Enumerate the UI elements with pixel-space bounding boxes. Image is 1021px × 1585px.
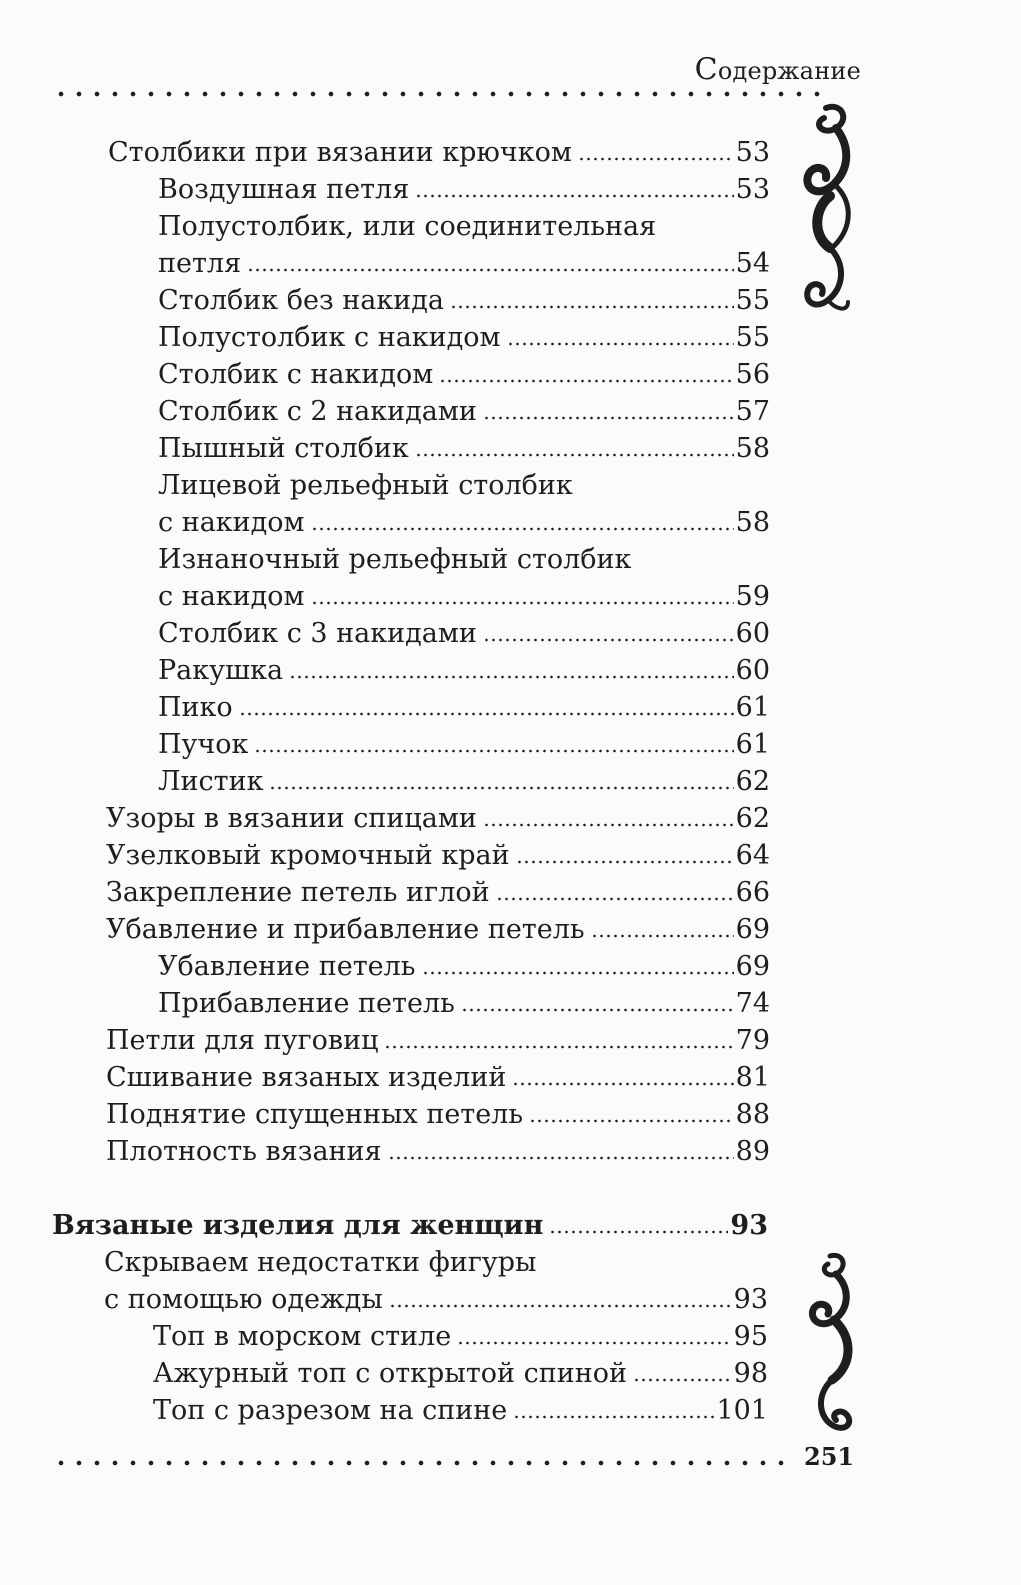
toc-entry-leader [254, 749, 733, 753]
toc-entry[interactable] [158, 320, 770, 357]
toc-entry[interactable] [104, 1282, 768, 1319]
running-header-initial: С [694, 52, 718, 87]
toc-entry-title: Плотность вязания [106, 1136, 382, 1167]
toc-entry[interactable] [158, 246, 770, 283]
toc-entry-page: 61 [735, 692, 770, 723]
toc-entry[interactable] [158, 986, 770, 1023]
toc-entry-leader [269, 786, 733, 790]
toc-entry-title: Пышный столбик [158, 433, 409, 464]
toc-entry-title: с помощью одежды [104, 1284, 383, 1315]
toc-entry-title: Прибавление петель [158, 988, 455, 1019]
toc-entry-page: 53 [735, 137, 770, 168]
toc-entry-leader [289, 675, 734, 679]
page-number: 251 [804, 1442, 855, 1471]
toc-entry-leader [415, 453, 734, 457]
toc-entry-leader [483, 416, 734, 420]
toc-entry-title: петля [158, 248, 242, 279]
toc-entry-page: 56 [735, 359, 770, 390]
toc-entry-page: 61 [735, 729, 770, 760]
toc-entry[interactable] [158, 764, 770, 801]
toc-entry-page: 89 [735, 1136, 770, 1167]
toc-entry[interactable] [158, 616, 770, 653]
toc-entry[interactable] [158, 690, 770, 727]
toc-entry-title: Убавление петель [158, 951, 416, 982]
toc-entry[interactable] [158, 394, 770, 431]
toc-entry-leader [247, 268, 734, 272]
swirl-ornament-top-icon [790, 98, 860, 326]
toc-entry-page: 62 [735, 803, 770, 834]
toc-entry-title: Ажурный топ с открытой спиной [153, 1358, 627, 1389]
toc-entry-leader [388, 1156, 734, 1160]
toc-entry[interactable] [106, 838, 770, 875]
toc-entry-title: Листик [158, 766, 264, 797]
toc-entry-page: 54 [735, 248, 770, 279]
toc-entry-page: 88 [735, 1099, 770, 1130]
toc-entry[interactable] [153, 1356, 768, 1393]
toc-entry-leader [633, 1378, 732, 1382]
toc-entry-title: Столбик с 3 накидами [158, 618, 477, 649]
toc-entry-title: Топ с разрезом на спине [153, 1395, 508, 1426]
toc-entry-page: 64 [735, 840, 770, 871]
toc-entry-leader [384, 1045, 733, 1049]
toc-entry[interactable] [158, 579, 770, 616]
toc-entry-page: 66 [735, 877, 770, 908]
toc-entry-title: Ракушка [158, 655, 284, 686]
toc-entry-page: 81 [735, 1062, 770, 1093]
toc-entry-title: Закрепление петель иглой [106, 877, 490, 908]
toc-entry-title: Полустолбик, или соединительная [158, 211, 657, 242]
toc-entry-leader [239, 712, 734, 716]
toc-entry-page: 53 [735, 174, 770, 205]
toc-entry[interactable] [158, 431, 770, 468]
toc-entry-title: Сшивание вязаных изделий [106, 1062, 507, 1093]
running-header [695, 52, 861, 87]
toc-entry-leader [507, 342, 734, 346]
toc-entry-title: Лицевой рельефный столбик [158, 470, 573, 501]
toc-entry-leader [549, 1230, 728, 1234]
toc-entry[interactable] [158, 209, 770, 246]
toc-entry-page: 60 [735, 655, 770, 686]
toc-entry-title: Пучок [158, 729, 249, 760]
toc-entry-title: Петли для пуговиц [106, 1025, 379, 1056]
toc-entry-page: 101 [716, 1395, 768, 1426]
toc-entry[interactable] [158, 357, 770, 394]
toc-entry-leader [439, 379, 733, 383]
toc-entry-page: 58 [735, 433, 770, 464]
toc-entry-page: 60 [735, 618, 770, 649]
toc-entry-page: 79 [735, 1025, 770, 1056]
toc-entry[interactable] [158, 283, 770, 320]
swirl-ornament-bottom-icon [800, 1248, 862, 1438]
toc-entry[interactable] [104, 1245, 768, 1282]
toc-entry-title: Воздушная петля [158, 174, 410, 205]
toc-entry-leader [516, 860, 734, 864]
toc-chapter-title: Вязаные изделия для женщин [52, 1210, 544, 1241]
toc-entry-leader [311, 527, 734, 531]
toc-entry-page: 62 [735, 766, 770, 797]
toc-entry-page: 55 [735, 322, 770, 353]
toc-entry-leader [483, 823, 734, 827]
toc-entry-page: 69 [735, 951, 770, 982]
toc-entry-leader [483, 638, 734, 642]
toc-entry-title: Убавление и прибавление петель [106, 914, 585, 945]
toc-entry-page: 93 [733, 1284, 768, 1315]
toc-entry[interactable] [106, 1023, 770, 1060]
toc-entry-title: с накидом [158, 581, 305, 612]
toc-entry[interactable] [158, 653, 770, 690]
toc-entry-title: Столбик с накидом [158, 359, 434, 390]
toc-entry-leader [457, 1341, 731, 1345]
toc-entry-leader [578, 157, 734, 161]
toc-entry-page: 58 [735, 507, 770, 538]
toc-entry-leader [461, 1008, 734, 1012]
toc-entry-leader [450, 305, 734, 309]
toc-entry-page: 74 [735, 988, 770, 1019]
toc-entry[interactable] [158, 727, 770, 764]
toc-entry-leader [311, 601, 734, 605]
toc-entry-page: 93 [730, 1210, 768, 1241]
toc-entry[interactable] [158, 172, 770, 209]
toc-entry-title: Столбик без накида [158, 285, 444, 316]
toc-entry-leader [422, 971, 734, 975]
toc-entry-title: с накидом [158, 507, 305, 538]
toc-entry[interactable] [158, 505, 770, 542]
toc-entry-leader [496, 897, 734, 901]
toc-entry-page: 98 [733, 1358, 768, 1389]
toc-entry-title: Поднятие спущенных петель [106, 1099, 524, 1130]
toc-entry[interactable] [153, 1319, 768, 1356]
toc-entry-title: Узелковый кромочный край [106, 840, 510, 871]
toc-entry-title: Столбики при вязании крючком [108, 137, 572, 168]
toc-entry[interactable] [106, 875, 770, 912]
toc-entry[interactable] [108, 135, 770, 172]
toc-entry-page: 55 [735, 285, 770, 316]
toc-entry-title: Полустолбик с накидом [158, 322, 501, 353]
running-header-rest: одержание [717, 57, 861, 85]
toc-entry[interactable] [158, 542, 770, 579]
toc-entry-title: Узоры в вязании спицами [106, 803, 477, 834]
toc-entry-leader [529, 1119, 734, 1123]
toc-entry[interactable] [106, 912, 770, 949]
toc-entry-title: Скрываем недостатки фигуры [104, 1247, 537, 1278]
toc-entry[interactable] [158, 468, 770, 505]
bottom-dotted-rule [52, 1459, 794, 1467]
toc-entry[interactable] [106, 1060, 770, 1097]
toc-entry-leader [591, 934, 734, 938]
toc-entry-leader [415, 194, 733, 198]
toc-entry-page: 69 [735, 914, 770, 945]
toc-entry-title: Изнаночный рельефный столбик [158, 544, 632, 575]
toc-entry-leader [513, 1415, 714, 1419]
toc-entry[interactable] [106, 1134, 770, 1171]
toc-entry-page: 59 [735, 581, 770, 612]
toc-entry-leader [389, 1304, 732, 1308]
toc-entry-page: 95 [733, 1321, 768, 1352]
toc-entry[interactable] [153, 1393, 768, 1430]
toc-entry-page: 57 [735, 396, 770, 427]
toc-entry[interactable] [106, 801, 770, 838]
toc-entry-title: Столбик с 2 накидами [158, 396, 477, 427]
top-dotted-rule [52, 90, 830, 98]
toc-entry[interactable] [158, 949, 770, 986]
toc-entry-leader [512, 1082, 733, 1086]
toc-entry-title: Пико [158, 692, 233, 723]
toc-chapter-entry[interactable] [52, 1208, 768, 1245]
toc-entry-title: Топ в морском стиле [153, 1321, 452, 1352]
toc-entry[interactable] [106, 1097, 770, 1134]
